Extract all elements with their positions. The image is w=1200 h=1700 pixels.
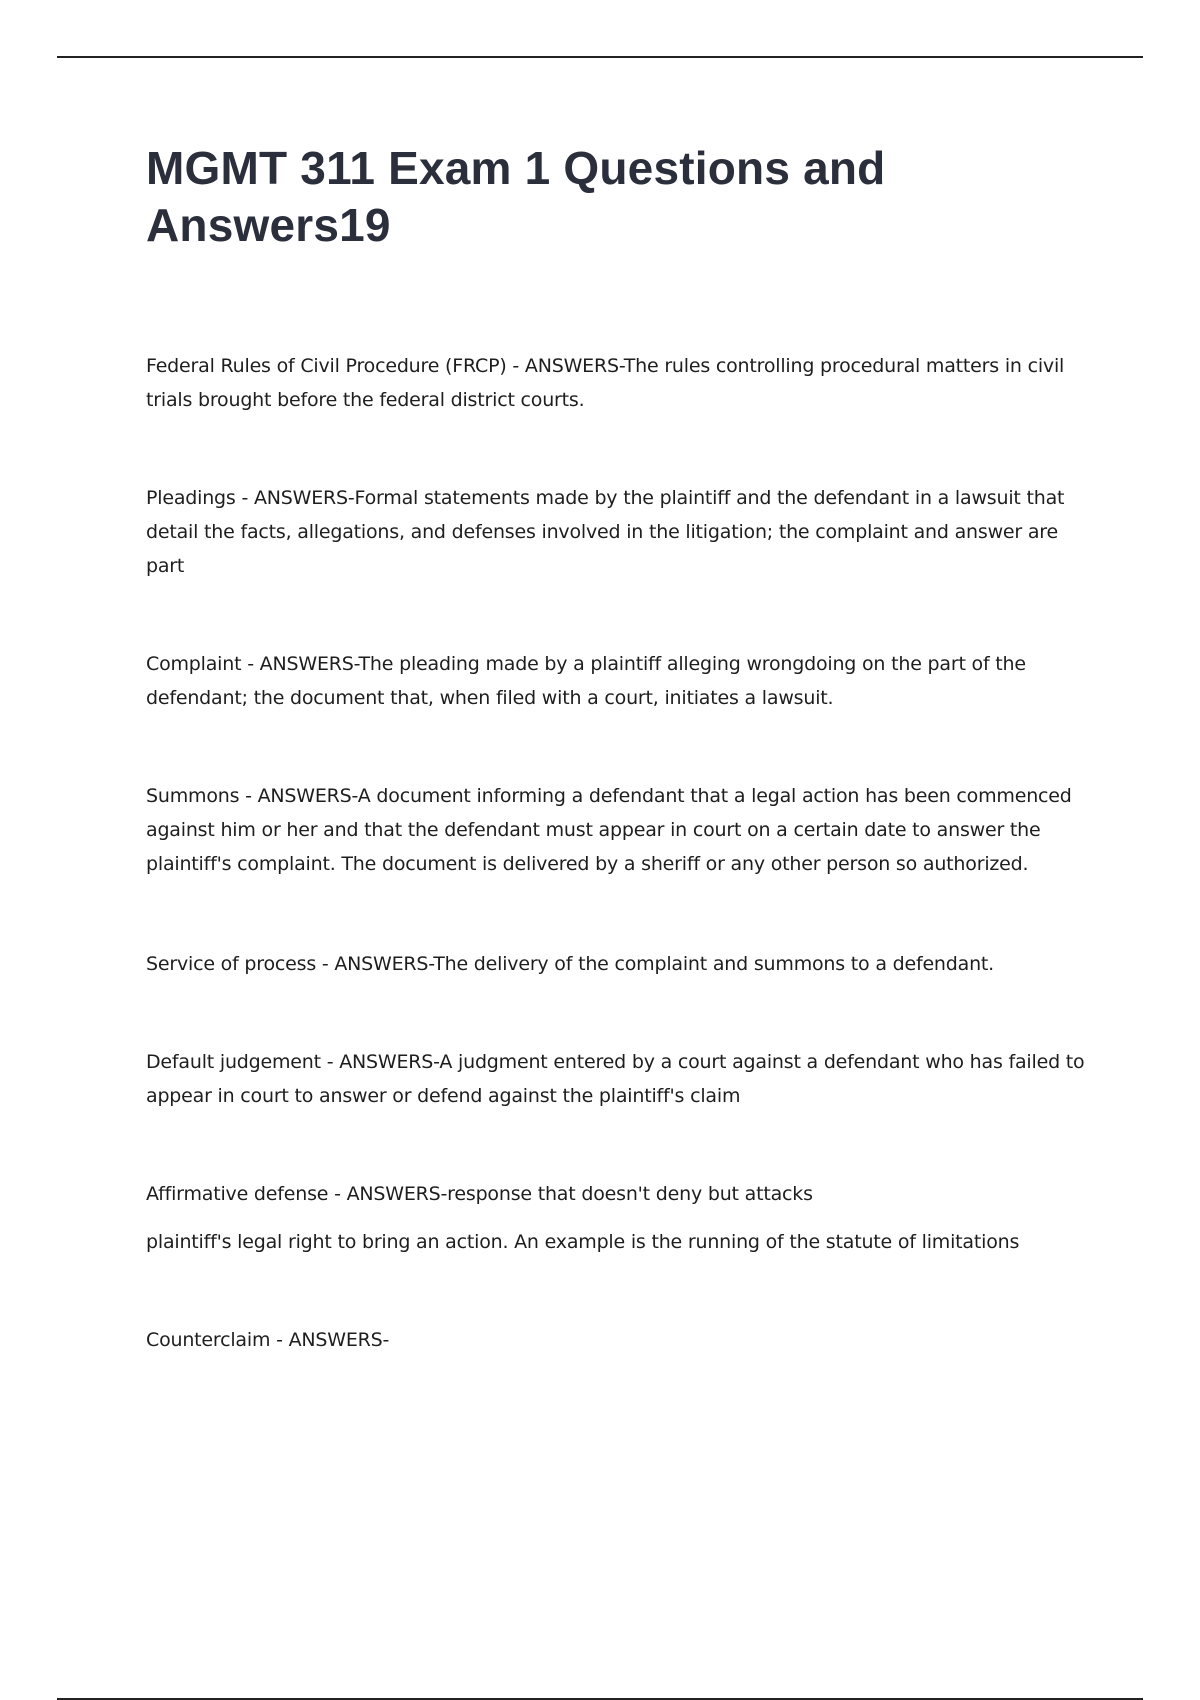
qa-entry-summons: Summons - ANSWERS-A document informing a defendant that a legal action has been commenced against him or her and that the defendant must appear in court on a certain date to answer the plaintiff's complaint. The document is delivered by a sheriff or any other person so authorized. <box>146 785 1072 875</box>
qa-list <box>146 349 1086 1357</box>
qa-entry-service-of-process: Service of process - ANSWERS-The delivery of the complaint and summons to a defendant. <box>146 953 995 975</box>
qa-entry-pleadings: Pleadings - ANSWERS-Formal statements made by the plaintiff and the defendant in a lawsuit that detail the facts, allegations, and defenses involved in the litigation; the complaint and answer are part <box>146 487 1065 577</box>
qa-entry-complaint: Complaint - ANSWERS-The pleading made by a plaintiff alleging wrongdoing on the part of the defendant; the document that, when filed with a court, initiates a lawsuit. <box>146 653 1026 709</box>
page-title: MGMT 311 Exam 1 Questions and Answers19 <box>146 142 886 251</box>
qa-entry-counterclaim: Counterclaim - ANSWERS- <box>146 1329 390 1351</box>
top-rule <box>57 56 1143 58</box>
qa-entry-affirmative-defense-continued: plaintiff's legal right to bring an action. An example is the running of the statute of limitations <box>146 1231 1020 1253</box>
qa-entry-frcp: Federal Rules of Civil Procedure (FRCP) - ANSWERS-The rules controlling procedural matters in civil trials brought before the federal district courts. <box>146 355 1065 411</box>
qa-entry-default-judgement: Default judgement - ANSWERS-A judgment entered by a court against a defendant who has failed to appear in court to answer or defend against the plaintiff's claim <box>146 1051 1085 1107</box>
qa-entry-affirmative-defense: Affirmative defense - ANSWERS-response that doesn't deny but attacks <box>146 1183 813 1205</box>
document-body <box>146 140 1086 1421</box>
